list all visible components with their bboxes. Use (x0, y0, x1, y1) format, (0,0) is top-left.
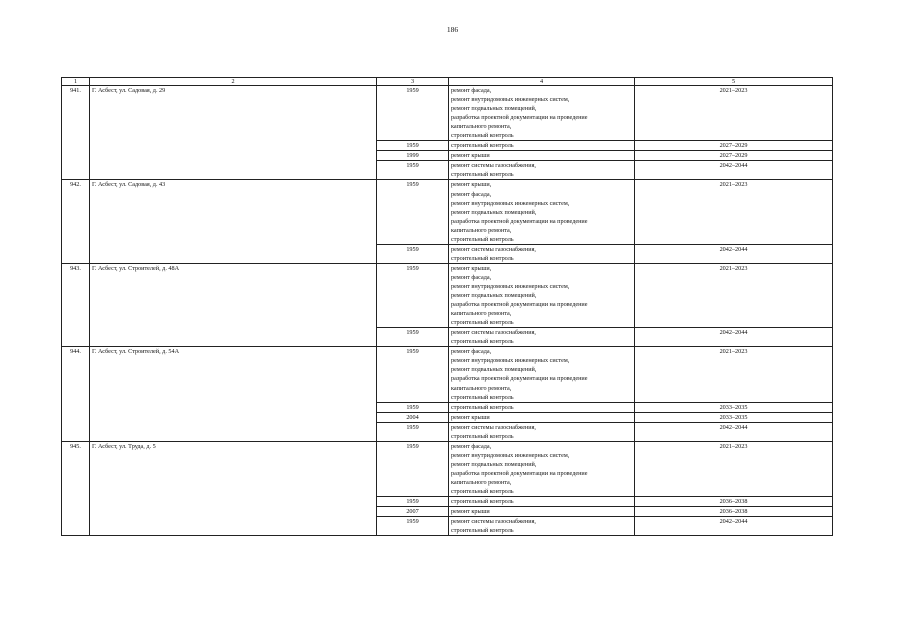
work-item: ремонт внутридомовых инженерных систем, (451, 282, 570, 290)
entry-address: Г. Асбест, ул. Труда, д. 5 (90, 441, 377, 535)
period-cell: 2021–2023 (635, 441, 833, 496)
column-number: 3 (377, 78, 449, 86)
works-cell (449, 263, 635, 327)
year-cell: 1959 (377, 402, 449, 412)
entry-address: Г. Асбест, ул. Строителей, д. 54А (90, 347, 377, 441)
work-item: строительный контроль (451, 393, 514, 401)
work-item: ремонт внутридомовых инженерных систем, (451, 96, 570, 104)
year-cell: 1999 (377, 151, 449, 161)
column-number-row (62, 78, 833, 86)
works-cell (449, 151, 635, 161)
period-cell: 2027–2029 (635, 141, 833, 151)
work-item: строительный контроль (451, 432, 514, 440)
entry-number: 945. (62, 441, 90, 535)
works-cell (449, 347, 635, 402)
work-item: ремонт внутридомовых инженерных систем, (451, 451, 570, 459)
period-cell: 2042–2044 (635, 328, 833, 347)
work-item: ремонт крыши, (451, 264, 492, 272)
work-item: ремонт крыши (451, 413, 490, 421)
entry-number: 943. (62, 263, 90, 346)
year-cell: 1959 (377, 244, 449, 263)
year-cell: 1959 (377, 141, 449, 151)
work-item: ремонт системы газоснабжения, (451, 329, 536, 337)
work-item: строительный контроль (451, 171, 514, 179)
capital-repair-table (61, 77, 833, 536)
entry-number: 941. (62, 86, 90, 180)
column-number: 5 (635, 78, 833, 86)
period-cell: 2042–2044 (635, 422, 833, 441)
year-cell: 1959 (377, 161, 449, 180)
work-item: ремонт подвальных помещений, (451, 366, 537, 374)
work-item: ремонт системы газоснабжения, (451, 518, 536, 526)
work-item: ремонт внутридомовых инженерных систем, (451, 357, 570, 365)
work-item: строительный контроль (451, 254, 514, 262)
column-number: 4 (449, 78, 635, 86)
works-cell (449, 86, 635, 141)
year-cell: 2004 (377, 412, 449, 422)
work-item: капитального ремонта, (451, 384, 512, 392)
work-item: ремонт подвальных помещений, (451, 292, 537, 300)
work-item: ремонт крыши (451, 508, 490, 516)
work-item: строительный контроль (451, 142, 514, 150)
period-cell: 2027–2029 (635, 151, 833, 161)
work-item: ремонт фасада, (451, 273, 492, 281)
work-item: ремонт подвальных помещений, (451, 208, 537, 216)
work-item: строительный контроль (451, 235, 514, 243)
period-cell: 2021–2023 (635, 263, 833, 327)
year-cell: 1959 (377, 328, 449, 347)
work-item: ремонт фасада, (451, 87, 492, 94)
entry-address: Г. Асбест, ул. Садовая, д. 29 (90, 86, 377, 180)
work-item: строительный контроль (451, 527, 514, 535)
works-cell (449, 507, 635, 517)
works-cell (449, 412, 635, 422)
works-cell (449, 141, 635, 151)
works-cell (449, 161, 635, 180)
entry-address: Г. Асбест, ул. Садовая, д. 43 (90, 180, 377, 263)
table-row (62, 180, 833, 244)
works-cell (449, 422, 635, 441)
work-item: ремонт фасада, (451, 442, 492, 450)
page-number: 186 (446, 25, 459, 34)
work-item: строительный контроль (451, 403, 514, 411)
entry-number: 944. (62, 347, 90, 441)
table-row (62, 347, 833, 402)
period-cell: 2042–2044 (635, 517, 833, 536)
year-cell: 1959 (377, 517, 449, 536)
year-cell: 1959 (377, 180, 449, 244)
year-cell: 1959 (377, 441, 449, 496)
works-cell (449, 328, 635, 347)
period-cell: 2042–2044 (635, 244, 833, 263)
works-cell (449, 244, 635, 263)
work-item: ремонт системы газоснабжения, (451, 423, 536, 431)
works-cell (449, 441, 635, 496)
work-item: капитального ремонта, (451, 310, 512, 318)
work-item: ремонт фасада, (451, 190, 492, 198)
column-number: 1 (62, 78, 90, 86)
period-cell: 2021–2023 (635, 86, 833, 141)
table-row (62, 86, 833, 141)
work-item: капитального ремонта, (451, 478, 512, 486)
table-row (62, 263, 833, 327)
year-cell: 1959 (377, 422, 449, 441)
work-item: ремонт системы газоснабжения, (451, 162, 536, 170)
entry-number: 942. (62, 180, 90, 263)
work-item: капитального ремонта, (451, 226, 512, 234)
work-item: разработка проектной документации на проведение (451, 469, 588, 477)
work-item: ремонт подвальных помещений, (451, 105, 537, 113)
year-cell: 1959 (377, 347, 449, 402)
work-item: ремонт подвальных помещений, (451, 460, 537, 468)
work-item: строительный контроль (451, 319, 514, 327)
work-item: разработка проектной документации на проведение (451, 217, 588, 225)
work-item: ремонт крыши (451, 152, 490, 160)
work-item: капитального ремонта, (451, 123, 512, 131)
period-cell: 2021–2023 (635, 180, 833, 244)
work-item: ремонт внутридомовых инженерных систем, (451, 199, 570, 207)
works-cell (449, 180, 635, 244)
work-item: разработка проектной документации на проведение (451, 301, 588, 309)
work-item: ремонт фасада, (451, 348, 492, 356)
work-item: строительный контроль (451, 498, 514, 506)
table-row (62, 441, 833, 496)
year-cell: 1959 (377, 86, 449, 141)
work-item: разработка проектной документации на проведение (451, 375, 588, 383)
period-cell: 2042–2044 (635, 161, 833, 180)
work-item: строительный контроль (451, 132, 514, 140)
work-item: ремонт крыши, (451, 181, 492, 189)
year-cell: 1959 (377, 263, 449, 327)
period-cell: 2036–2038 (635, 497, 833, 507)
year-cell: 1959 (377, 497, 449, 507)
column-number: 2 (90, 78, 377, 86)
period-cell: 2021–2023 (635, 347, 833, 402)
entry-address: Г. Асбест, ул. Строителей, д. 48А (90, 263, 377, 346)
work-item: строительный контроль (451, 338, 514, 346)
period-cell: 2036–2038 (635, 507, 833, 517)
year-cell: 2007 (377, 507, 449, 517)
works-cell (449, 497, 635, 507)
work-item: строительный контроль (451, 488, 514, 496)
works-cell (449, 517, 635, 536)
work-item: разработка проектной документации на проведение (451, 114, 588, 122)
period-cell: 2033–2035 (635, 412, 833, 422)
works-cell (449, 402, 635, 412)
period-cell: 2033–2035 (635, 402, 833, 412)
work-item: ремонт системы газоснабжения, (451, 245, 536, 253)
